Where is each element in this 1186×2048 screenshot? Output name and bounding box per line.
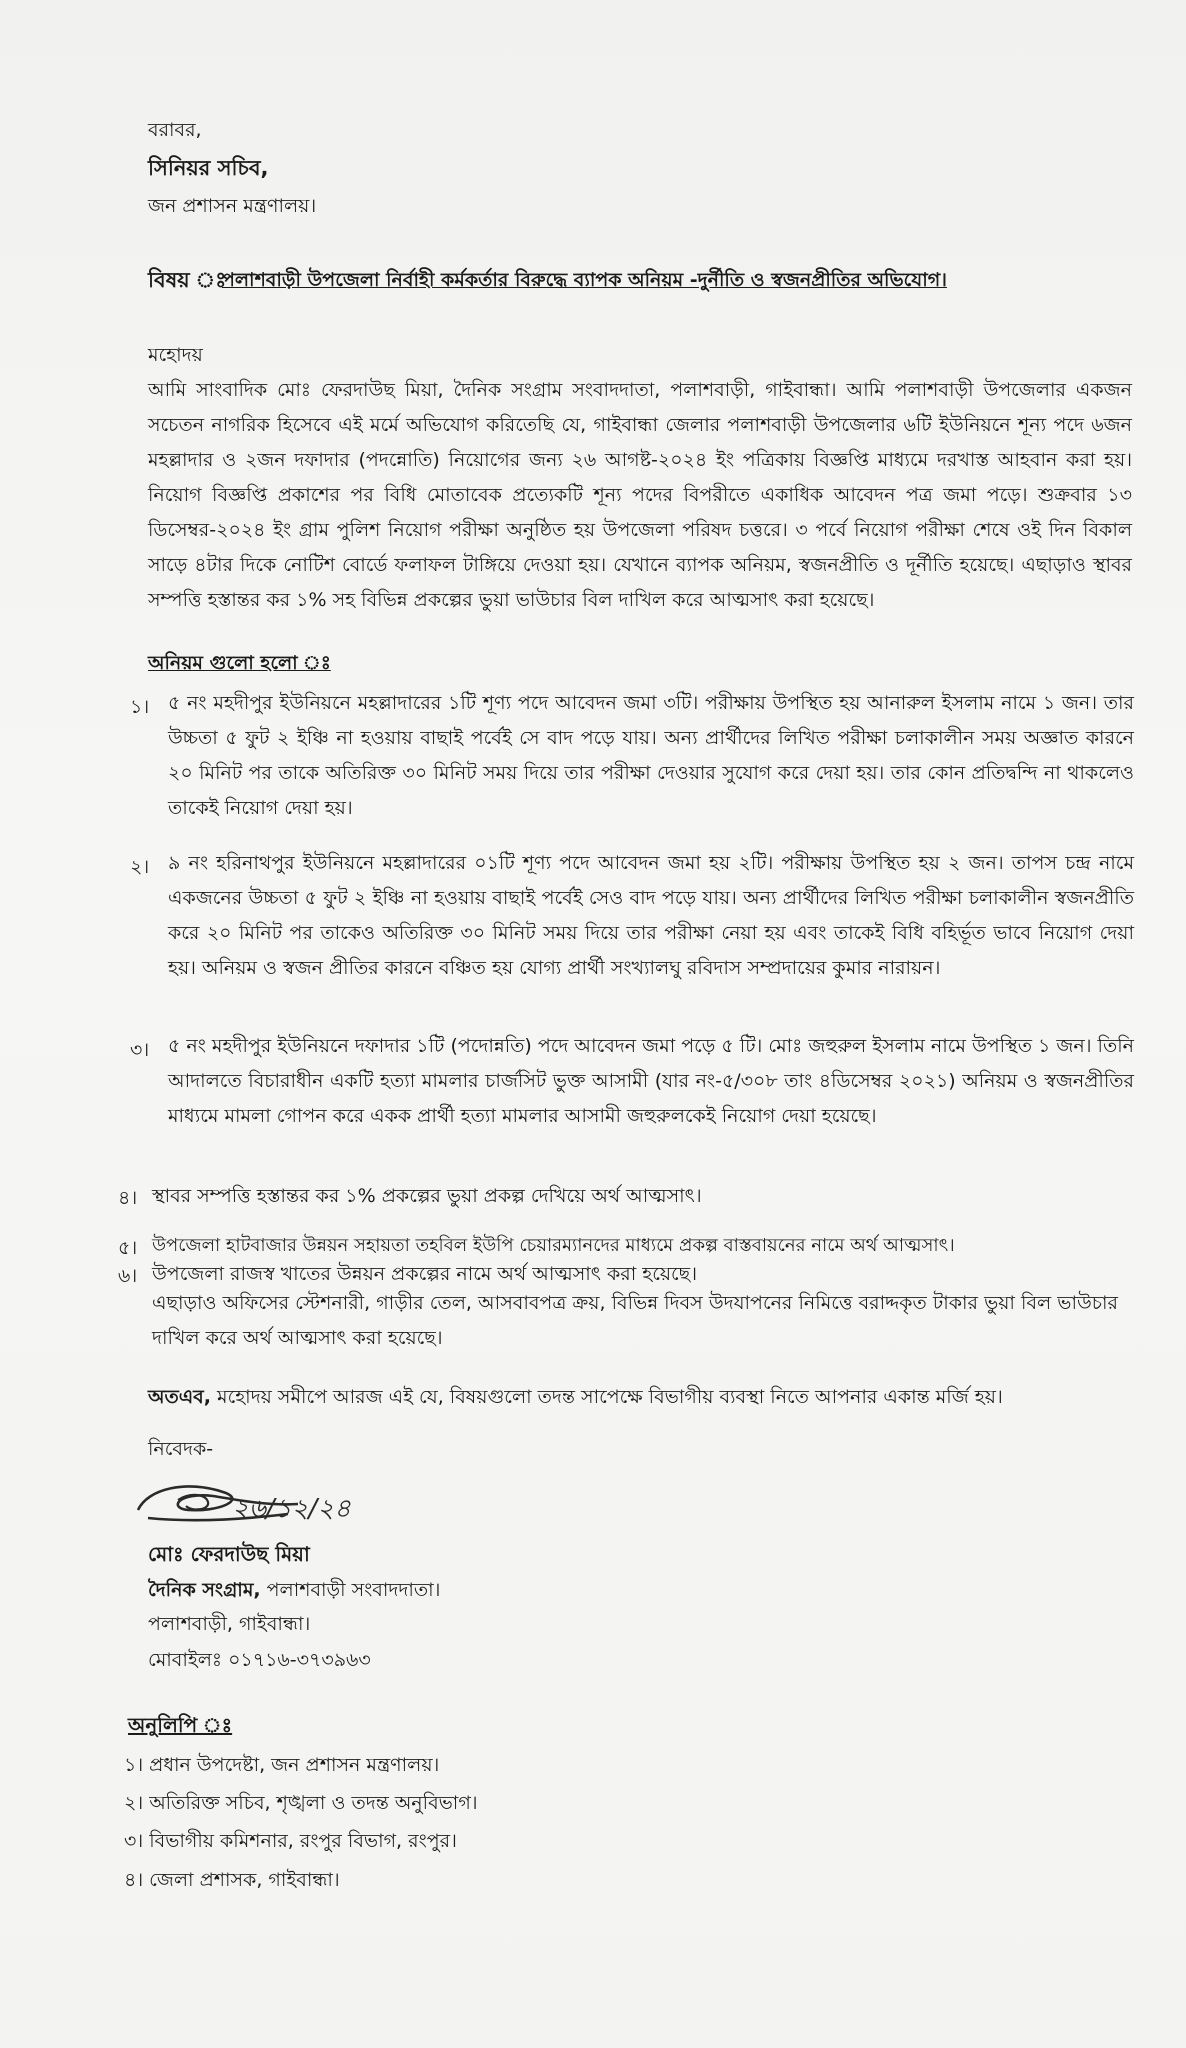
subject-label: বিষয় ঃ bbox=[148, 268, 227, 292]
sign-off: নিবেদক- bbox=[148, 1438, 214, 1460]
copy-item: ২। অতিরিক্ত সচিব, শৃঙ্খলা ও তদন্ত অনুবিভাগ। bbox=[124, 1792, 478, 1814]
subject-text: পলাশবাড়ী উপজেলা নির্বাহী কর্মকর্তার বিরুদ্ধে ব্যাপক অনিয়ম -দুর্নীতি ও স্বজনপ্রীতির অভিযোগ। bbox=[222, 269, 947, 291]
irregularity-item: ৫ নং মহদীপুর ইউনিয়নে দফাদার ১টি (পদোন্নতি) পদে আবেদন জমা পড়ে ৫ টি। মোঃ জহুরুল ইসলাম নামে উপস্থিত ১ জন। তিনি আদালতে বিচারাধীন একটি হত্যা মামলার চার্জসিট ভুক্ত আসামী (যার নং-৫/৩০৮ তাং ৪ডিসেম্বর ২০২১) অনিয়ম ও স্বজনপ্রীতির মাধ্যমে মামলা গোপন করে একক প্রার্থী হত্যা মামলার আসামী জহুরুলকেই নিয়োগ দেয়া হয়েছে। bbox=[168, 1035, 1135, 1127]
copy-heading: অনুলিপি ঃ bbox=[128, 1713, 233, 1737]
sender-newspaper bbox=[148, 1578, 440, 1602]
to-line: বরাবর, bbox=[148, 119, 202, 141]
item-number: ৩। bbox=[130, 1039, 150, 1061]
item-number: ৬। bbox=[118, 1265, 138, 1287]
intro-paragraph: আমি সাংবাদিক মোঃ ফেরদাউছ মিয়া, দৈনিক সংগ্রাম সংবাদদাতা, পলাশবাড়ী, গাইবান্ধা। আমি পলাশবাড়ী উপজেলার একজন সচেতন নাগরিক হিসেবে এই মর্মে অভিযোগ করিতেছি যে, গাইবান্ধা জেলার পলাশবাড়ী উপজেলার ৬টি ইউনিয়নে শূন্য পদে ৬জন মহল্লাদার ও ২জন দফাদার (পদন্নোতি) নিয়োগের জন্য ২৬ আগষ্ট-২০২৪ ইং পত্রিকায় বিজ্ঞপ্তি মাধ্যমে দরখাস্ত আহবান করা হয়। নিয়োগ বিজ্ঞপ্তি প্রকাশের পর বিধি মোতাবেক প্রত্যেকটি শূন্য পদের বিপরীতে একাধিক আবেদন পত্র জমা পড়ে। শুক্রবার ১৩ ডিসেম্বর-২০২৪ ইং গ্রাম পুলিশ নিয়োগ পরীক্ষা অনুষ্ঠিত হয় উপজেলা পরিষদ চত্তরে। ৩ পর্বে নিয়োগ পরীক্ষা শেষে ওই দিন বিকাল সাড়ে ৪টার দিকে নোটিশ বোর্ডে ফলাফল টাঙ্গিয়ে দেওয়া হয়। যেখানে ব্যাপক অনিয়ম, স্বজনপ্রীতি ও দূর্নীতি হয়েছে। এছাড়াও স্থাবর সম্পত্তি হস্তান্তর কর ১% সহ বিভিন্ন প্রকল্পের ভুয়া ভাউচার বিল দাখিল করে আত্মসাৎ করা হয়েছে। bbox=[148, 379, 1132, 611]
irregularity-item: ৯ নং হরিনাথপুর ইউনিয়নে মহল্লাদারের ০১টি শূণ্য পদে আবেদন জমা হয় ২টি। পরীক্ষায় উপস্থিত হয় ২ জন। তাপস চন্দ্র নামে একজনের উচ্চতা ৫ ফুট ২ ইঞ্চি না হওয়ায় বাছাই পর্বেই সেও বাদ পড়ে যায়। অন্য প্রার্থীদের লিখিত পরীক্ষা চলাকালীন স্বজনপ্রীতি করে ২০ মিনিট পর তাকেও অতিরিক্ত ৩০ মিনিট সময় দিয়ে তার পরীক্ষা নেয়া হয় এবং তাকেই বিধি বহির্ভূত ভাবে নিয়োগ দেয়া হয়। অনিয়ম ও স্বজন প্রীতির কারনে বঞ্চিত হয় যোগ্য প্রার্থী সংখ্যালঘু রবিদাস সম্প্রদায়ের কুমার নারায়ন। bbox=[168, 852, 1134, 979]
sender-mobile: মোবাইলঃ ০১৭১৬-৩৭৩৯৬৩ bbox=[148, 1649, 371, 1671]
recipient-ministry: জন প্রশাসন মন্ত্রণালয়। bbox=[148, 195, 317, 217]
irregularities-heading: অনিয়ম গুলো হলো ঃ bbox=[148, 652, 331, 674]
newspaper-name: দৈনিক সংগ্রাম, bbox=[148, 1579, 261, 1601]
item-number: ৪। bbox=[118, 1187, 138, 1209]
closing-rest: মহোদয় সমীপে আরজ এই যে, বিষয়গুলো তদন্ত সাপেক্ষে বিভাগীয় ব্যবস্থা নিতে আপনার একান্ত মর্জি হয়। bbox=[217, 1386, 1003, 1408]
recipient-title: সিনিয়র সচিব, bbox=[148, 156, 269, 180]
copy-item: ১। প্রধান উপদেষ্টা, জন প্রশাসন মন্ত্রণালয়। bbox=[124, 1754, 440, 1776]
irregularity-item: উপজেলা হাটবাজার উন্নয়ন সহায়তা তহবিল ইউপি চেয়ারম্যানদের মাধ্যমে প্রকল্প বাস্তবায়নের নামে অর্থ আত্মসাৎ। bbox=[152, 1235, 955, 1256]
signature-date: ২৬/১২/২৪ bbox=[232, 1494, 351, 1524]
sender-location: পলাশবাড়ী, গাইবান্ধা। bbox=[148, 1613, 311, 1635]
irregularity-item: উপজেলা রাজস্ব খাতের উন্নয়ন প্রকল্পের নামে অর্থ আত্মসাৎ করা হয়েছে। bbox=[152, 1263, 697, 1285]
item-number: ২। bbox=[130, 856, 150, 878]
sender-name: মোঃ ফেরদাউছ মিয়া bbox=[148, 1542, 310, 1566]
salutation: মহোদয় bbox=[148, 344, 203, 366]
closing-bold: অতএব, bbox=[148, 1386, 211, 1408]
item-number: ১। bbox=[130, 696, 150, 718]
copy-item: ৪। জেলা প্রশাসক, গাইবান্ধা। bbox=[124, 1869, 340, 1891]
newspaper-role: পলাশবাড়ী সংবাদদাতা। bbox=[266, 1579, 441, 1601]
additional-paragraph: এছাড়াও অফিসের স্টেশনারী, গাড়ীর তেল, আসবাবপত্র ক্রয়, বিভিন্ন দিবস উদযাপনের নিমিত্তে বরাদ্দকৃত টাকার ভুয়া বিল ভাউচার দাখিল করে অর্থ আত্মসাৎ করা হয়েছে। bbox=[152, 1292, 1118, 1349]
irregularity-item: ৫ নং মহদীপুর ইউনিয়নে মহল্লাদারের ১টি শূণ্য পদে আবেদন জমা ৩টি। পরীক্ষায় উপস্থিত হয় আনারুল ইসলাম নামে ১ জন। তার উচ্চতা ৫ ফুট ২ ইঞ্চি না হওয়ায় বাছাই পর্বেই সে বাদ পড়ে যায়। অন্য প্রার্থীদের লিখিত পরীক্ষা চলাকালীন সময় অজ্ঞাত কারনে ২০ মিনিট পর তাকে অতিরিক্ত ৩০ মিনিট সময় দিয়ে তার পরীক্ষা দেওয়ার সুযোগ করে দেয়া হয়। তার কোন প্রতিদ্বন্দি না থাকলেও তাকেই নিয়োগ দেয়া হয়। bbox=[168, 692, 1134, 819]
closing-paragraph bbox=[148, 1385, 1003, 1409]
irregularity-item: স্থাবর সম্পত্তি হস্তান্তর কর ১% প্রকল্পের ভুয়া প্রকল্প দেখিয়ে অর্থ আত্মসাৎ। bbox=[152, 1185, 702, 1207]
copy-item: ৩। বিভাগীয় কমিশনার, রংপুর বিভাগ, রংপুর। bbox=[124, 1830, 457, 1852]
item-number: ৫। bbox=[118, 1237, 138, 1259]
